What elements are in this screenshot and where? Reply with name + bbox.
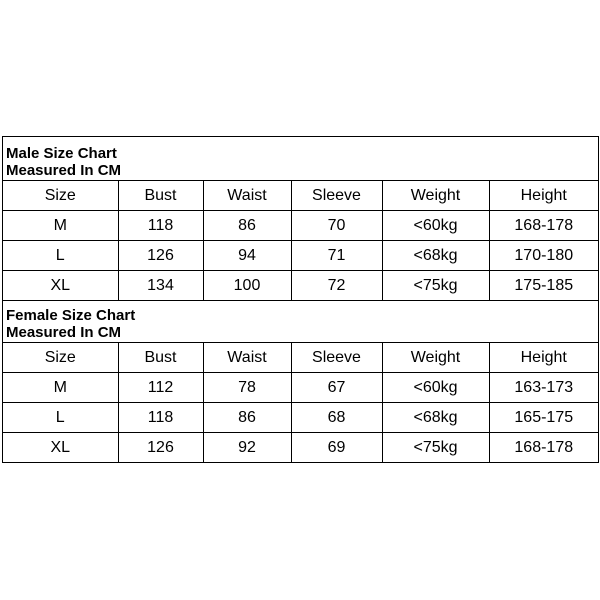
size-cell: XL <box>3 271 118 301</box>
table-row <box>3 241 598 271</box>
height-cell: 168-178 <box>489 211 598 241</box>
weight-cell: <68kg <box>382 403 489 433</box>
sleeve-cell: 71 <box>291 241 382 271</box>
column-header-weight: Weight <box>382 343 489 373</box>
female-section-title <box>3 301 598 343</box>
column-header-weight: Weight <box>382 181 489 211</box>
bust-cell: 118 <box>118 211 203 241</box>
table-header-row <box>3 181 598 211</box>
bust-cell: 126 <box>118 433 203 463</box>
waist-cell: 86 <box>203 211 291 241</box>
waist-cell: 94 <box>203 241 291 271</box>
weight-cell: <75kg <box>382 271 489 301</box>
male-title: Male Size Chart <box>6 145 117 162</box>
waist-cell: 92 <box>203 433 291 463</box>
height-cell: 175-185 <box>489 271 598 301</box>
column-header-bust: Bust <box>118 343 203 373</box>
bust-cell: 134 <box>118 271 203 301</box>
female-size-table <box>3 343 598 463</box>
column-header-size: Size <box>3 343 118 373</box>
column-header-bust: Bust <box>118 181 203 211</box>
sleeve-cell: 72 <box>291 271 382 301</box>
table-row <box>3 211 598 241</box>
column-header-waist: Waist <box>203 181 291 211</box>
column-header-sleeve: Sleeve <box>291 181 382 211</box>
size-cell: L <box>3 403 118 433</box>
size-cell: M <box>3 373 118 403</box>
sleeve-cell: 69 <box>291 433 382 463</box>
female-title: Female Size Chart <box>6 307 136 324</box>
size-cell: L <box>3 241 118 271</box>
bust-cell: 118 <box>118 403 203 433</box>
sleeve-cell: 68 <box>291 403 382 433</box>
male-size-table <box>3 181 598 301</box>
weight-cell: <68kg <box>382 241 489 271</box>
sleeve-cell: 67 <box>291 373 382 403</box>
bust-cell: 126 <box>118 241 203 271</box>
sleeve-cell: 70 <box>291 211 382 241</box>
column-header-height: Height <box>489 343 598 373</box>
height-cell: 168-178 <box>489 433 598 463</box>
bust-cell: 112 <box>118 373 203 403</box>
size-cell: M <box>3 211 118 241</box>
male-section-title <box>3 137 598 181</box>
table-header-row <box>3 343 598 373</box>
male-measure-note: Measured In CM <box>6 162 122 179</box>
column-header-sleeve: Sleeve <box>291 343 382 373</box>
table-row <box>3 373 598 403</box>
size-cell: XL <box>3 433 118 463</box>
waist-cell: 86 <box>203 403 291 433</box>
column-header-height: Height <box>489 181 598 211</box>
waist-cell: 100 <box>203 271 291 301</box>
table-row <box>3 271 598 301</box>
female-measure-note: Measured In CM <box>6 324 122 341</box>
height-cell: 165-175 <box>489 403 598 433</box>
weight-cell: <75kg <box>382 433 489 463</box>
height-cell: 163-173 <box>489 373 598 403</box>
weight-cell: <60kg <box>382 373 489 403</box>
height-cell: 170-180 <box>489 241 598 271</box>
table-row <box>3 403 598 433</box>
column-header-waist: Waist <box>203 343 291 373</box>
waist-cell: 78 <box>203 373 291 403</box>
table-row <box>3 433 598 463</box>
weight-cell: <60kg <box>382 211 489 241</box>
column-header-size: Size <box>3 181 118 211</box>
size-chart-sheet <box>2 136 599 463</box>
